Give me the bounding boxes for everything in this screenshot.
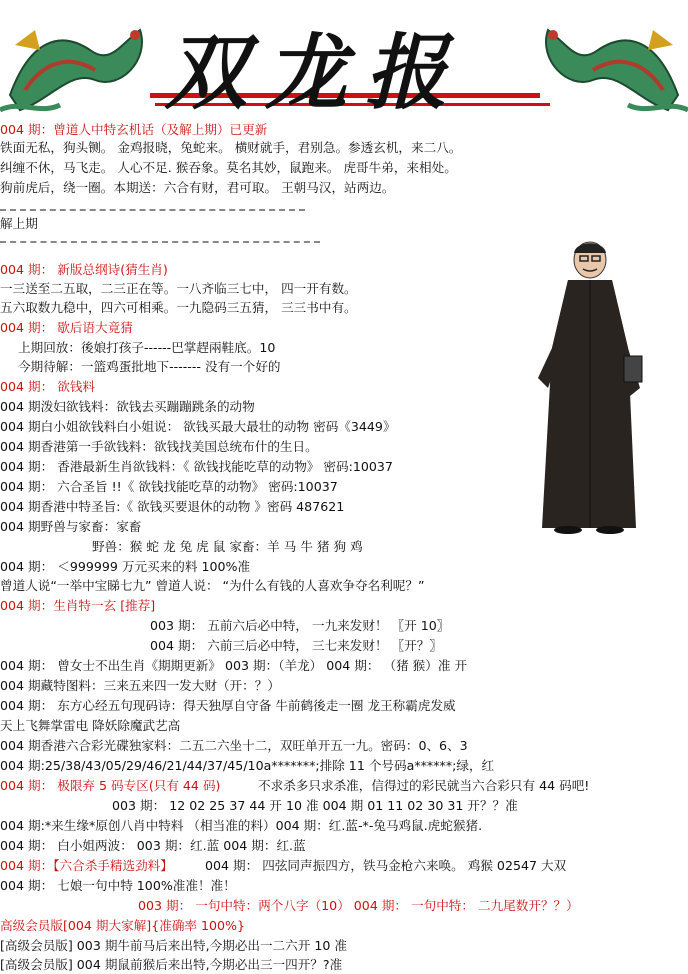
text-line: 一三送至二五取，二三正在等。一八齐临三七中， 四一开有数。 — [0, 281, 357, 296]
text-line: 004 期： 白小姐两波： 003 期：红.蓝 004 期：红.蓝 — [0, 838, 306, 853]
right-dragon-icon — [546, 30, 688, 110]
text-line: 004 期白小姐欲钱料白小姐说： 欲钱买最大最壮的动物 密码《3449》 — [0, 419, 396, 434]
masthead — [0, 0, 688, 122]
text-line: [高级会员版] 004 期鼠前猴后来出特,今期必出三一四开？?准 — [0, 957, 343, 972]
text-line: 004 期： 极限弃 5 码专区(只有 44 码) — [0, 778, 221, 793]
text-line: 004 期： 欲钱料 — [0, 379, 96, 394]
text-line: 004 期： 曾女士不出生肖《期期更新》 003 期：（羊龙） 004 期： （猪 猴）准 开 — [0, 658, 468, 673]
text-line: 004 期藏特图料：三来五来四一发大财（开：？） — [0, 678, 280, 693]
text-line: 野兽：猴 蛇 龙 兔 虎 鼠 家畜：羊 马 牛 猪 狗 鸡 — [92, 539, 363, 554]
standing-man-figure — [528, 238, 648, 538]
text-line: 003 期： 12 02 25 37 44 开 10 准 004 期 01 11 02 30 31 开？？准 — [112, 798, 518, 813]
text-line: 五六取数九稳中，四六可相乘。一九隐码三五猜， 三三书中有。 — [0, 300, 357, 315]
text-line: 004 期： 东方心经五句现码诗：得天独厚自守备 牛前鹤後走一圈 龙王称霸虎发威 — [0, 698, 456, 713]
text-line: 004 期:*来生缘*原创八肖中特料 （相当准的料）004 期：红.蓝-*-兔马鸡鼠.虎蛇猴猪. — [0, 818, 483, 833]
text-line: 004 期香港第一手欲钱料：欲钱找美国总统布什的生日。 — [0, 439, 318, 454]
text-line: 004 期泼妇欲钱料：欲钱去买蹦蹦跳条的动物 — [0, 399, 255, 414]
text-line: 004 期：生肖特一玄 [推荐] — [0, 598, 156, 613]
text-line: 004 期香港六合彩光碟独家料：二五二六坐十二，双旺单开五一九。密码：0、6、3 — [0, 738, 468, 753]
text-line: 004 期： 新版总纲诗(猜生肖) — [0, 262, 168, 277]
text-line: [高级会员版] 003 期牛前马后来出特,今期必出一二六开 10 准 — [0, 938, 347, 953]
text-line: 解上期 — [0, 216, 38, 231]
separator — [0, 209, 305, 211]
text-line: 铁面无私，狗头铡。 金鸡报晓，兔蛇来。 横财就手，君别急。参透玄机，来二八。 — [0, 140, 462, 155]
text-line: 004 期野兽与家畜：家畜 — [0, 519, 142, 534]
text-line: 004 期： 歇后语大竟猜 — [0, 320, 133, 335]
text-line: 高级会员版[004 期大家解]{准确率 100%} — [0, 918, 246, 933]
text-line: 上期回放：後娘打孩子------巴掌趕兩鞋底。10 — [18, 340, 276, 355]
separator — [0, 241, 320, 243]
text-line: 004 期： 四弦同声振四方，铁马金枪六来唤。 鸡猴 02547 大双 — [205, 858, 567, 873]
text-line: 003 期： 一句中特：两个八字（10） 004 期： 一句中特： 二九尾数开？？） — [138, 898, 579, 913]
left-dragon-icon — [0, 30, 142, 110]
text-line: 004 期： 七娘一句中特 100%准准！准！ — [0, 878, 236, 893]
text-line: 不求杀多只求杀准，信得过的彩民就当六合彩只有 44 码吧! — [258, 778, 590, 793]
text-line: 纠缠不休，马飞走。 人心不足. 猴吞象。莫名其妙，鼠跑来。 虎哥牛弟，来相处。 — [0, 160, 457, 175]
text-line: 004 期： 六前三后必中特， 三七来发财！ 〖开？〗 — [150, 638, 442, 653]
masthead-title: 双龙报 — [165, 25, 465, 121]
text-line: 曾道人说“一举中宝睇七九” 曾道人说： “为什么有钱的人喜欢争夺名利呢？” — [0, 578, 425, 593]
text-line: 004 期： 六合圣旨 !!《 欲钱找能吃草的动物》 密码:10037 — [0, 479, 338, 494]
text-line: 天上飞舞掌雷电 降妖除魔武艺高 — [0, 718, 181, 733]
text-line: 狗前虎后，绕一圈。本期送：六合有财，君可取。 王朝马汉，站两边。 — [0, 180, 395, 195]
text-line: 004 期： 香港最新生肖欲钱料：《 欲钱找能吃草的动物》 密码:10037 — [0, 459, 393, 474]
text-line: 今期待解：一篮鸡蛋批地下------- 没有一个好的 — [18, 359, 281, 374]
text-line: 004 期： ＜999999 万元买来的料 100%准 — [0, 559, 251, 574]
text-line: 004 期:25/38/43/05/29/46/21/44/37/45/10a*******;排除 11 个号码a******;绿，红 — [0, 758, 495, 773]
text-line: 004 期香港中特圣旨:《 欲钱买要退休的动物 》密码 487621 — [0, 499, 345, 514]
text-line: 004 期：曾道人中特玄机话（及解上期）已更新 — [0, 122, 268, 137]
text-line: 003 期： 五前六后必中特， 一九来发财！ 〖开 10〗 — [150, 618, 450, 633]
text-line: 004 期：【六合杀手精选劲料】 — [0, 858, 173, 873]
